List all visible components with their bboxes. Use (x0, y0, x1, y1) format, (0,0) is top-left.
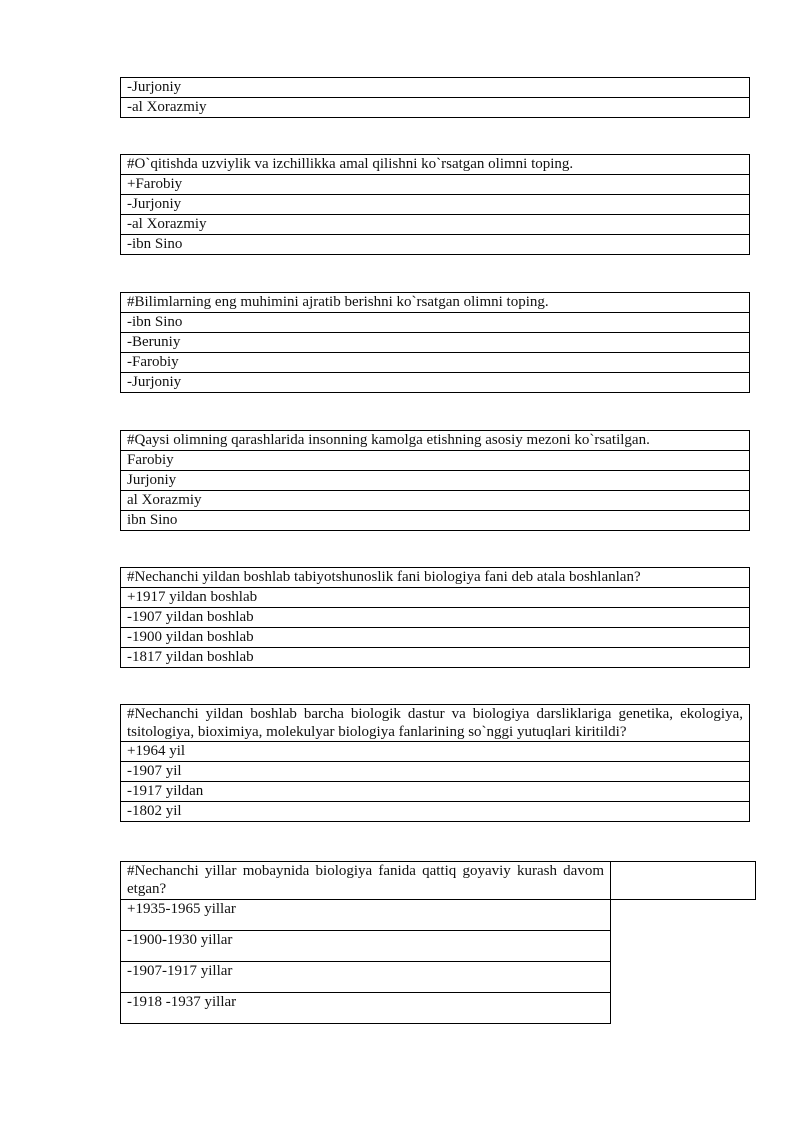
option-cell: -Jurjoniy (121, 195, 750, 215)
question-cell: #O`qitishda uzviylik va izchillikka amal qilishni ko`rsatgan olimni toping. (121, 155, 750, 175)
blank-cell (611, 962, 756, 993)
question-cell: #Nechanchi yildan boshlab tabiyotshunoslik fani biologiya fani deb atala boshlanlan? (121, 568, 750, 588)
question-table-4 (120, 430, 750, 531)
question-table-6 (120, 704, 750, 822)
question-cell: #Bilimlarning eng muhimini ajratib berishni ko`rsatgan olimni toping. (121, 293, 750, 313)
option-cell: -Beruniy (121, 333, 750, 353)
option-cell: -al Xorazmiy (121, 98, 750, 118)
option-cell: +1935-1965 yillar (121, 900, 611, 931)
blank-cell (611, 931, 756, 962)
question-table-1 (120, 77, 750, 118)
option-cell: Jurjoniy (121, 471, 750, 491)
option-cell: -ibn Sino (121, 235, 750, 255)
empty-cell (611, 862, 756, 900)
blank-cell (611, 900, 756, 931)
option-cell: -1907 yildan boshlab (121, 608, 750, 628)
option-cell: -1917 yildan (121, 782, 750, 802)
question-cell: #Nechanchi yildan boshlab barcha biologik dastur va biologiya darsliklariga genetika, ekologiya, tsitologiya, bioximiya, molekulyar biologiya fanlarining so`nggi yutuqlari kiritildi? (121, 705, 750, 742)
option-cell: -Jurjoniy (121, 373, 750, 393)
option-cell: -Jurjoniy (121, 78, 750, 98)
option-cell: -ibn Sino (121, 313, 750, 333)
option-cell: -1907-1917 yillar (121, 962, 611, 993)
option-cell: -1907 yil (121, 762, 750, 782)
option-cell: ibn Sino (121, 511, 750, 531)
option-cell: -1918 -1937 yillar (121, 993, 611, 1024)
option-cell: +1964 yil (121, 742, 750, 762)
option-cell: +1917 yildan boshlab (121, 588, 750, 608)
option-cell: -al Xorazmiy (121, 215, 750, 235)
option-cell: +Farobiy (121, 175, 750, 195)
question-table-5 (120, 567, 750, 668)
option-cell: Farobiy (121, 451, 750, 471)
option-cell: -1900-1930 yillar (121, 931, 611, 962)
option-cell: -Farobiy (121, 353, 750, 373)
blank-cell (611, 993, 756, 1024)
question-table-3 (120, 292, 750, 393)
option-cell: -1817 yildan boshlab (121, 648, 750, 668)
question-table-2 (120, 154, 750, 255)
question-cell: #Qaysi olimning qarashlarida insonning kamolga etishning asosiy mezoni ko`rsatilgan. (121, 431, 750, 451)
option-cell: -1802 yil (121, 802, 750, 822)
question-cell: #Nechanchi yillar mobaynida biologiya fanida qattiq goyaviy kurash davom etgan? (121, 862, 611, 900)
option-cell: al Xorazmiy (121, 491, 750, 511)
question-table-7 (120, 861, 756, 1024)
option-cell: -1900 yildan boshlab (121, 628, 750, 648)
